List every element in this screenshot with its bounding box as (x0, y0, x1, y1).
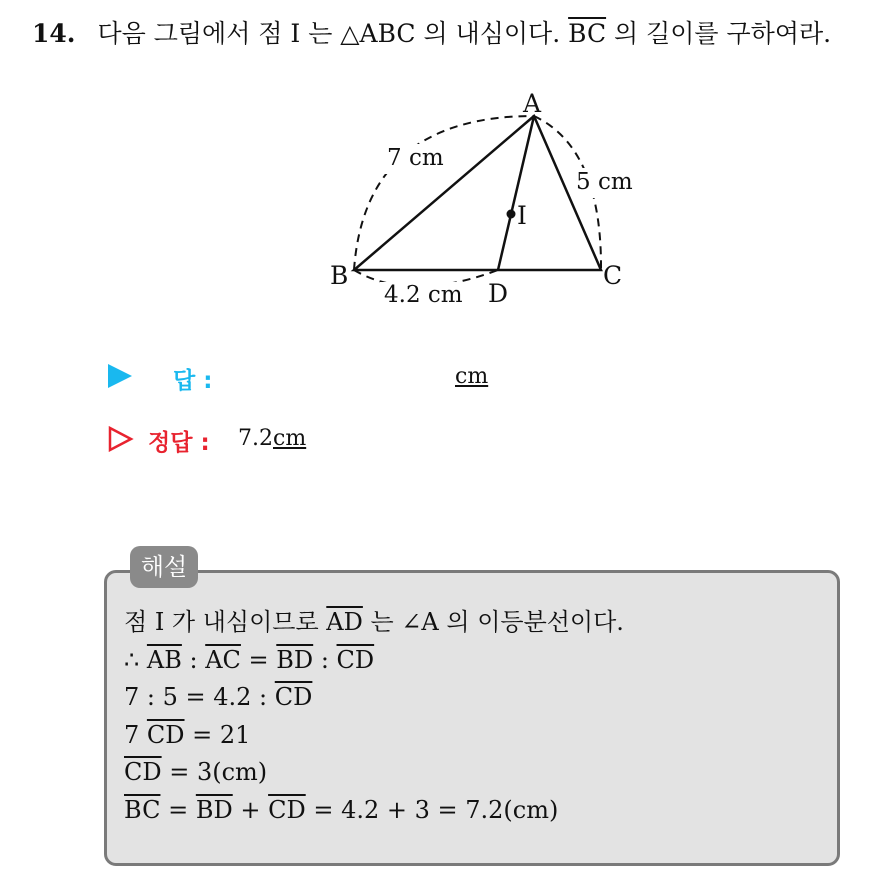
solution-segment: $\overline{AC}$ (205, 645, 241, 674)
solution-segment: $\overline{CD}$ (124, 758, 162, 786)
triangle-abc (354, 116, 601, 270)
solution-text: 7 (124, 720, 147, 749)
solution-text: 점 I 가 내심이므로 (124, 608, 327, 636)
solution-text: = 3(cm) (161, 758, 268, 786)
solution-text: 는 ∠A 의 이등분선이다. (362, 608, 624, 636)
solution-text: : (313, 645, 337, 674)
point-b-label: B (330, 261, 349, 290)
solution-line-2 (124, 642, 624, 680)
solution-segment: $\overline{CD}$ (274, 683, 313, 711)
length-bd-label: 4.2 cm (384, 282, 463, 308)
solution-segment: $\overline{CD}$ (268, 795, 306, 824)
correct-answer-row (108, 424, 508, 454)
solution-line-6 (124, 792, 624, 830)
solution-segment: $\overline{CD}$ (146, 720, 185, 749)
solution-text: = (240, 645, 277, 674)
point-c-label: C (603, 261, 623, 290)
solution-line-5 (124, 754, 624, 792)
solution-segment: $\overline{BC}$ (124, 795, 161, 824)
segment-ad (498, 116, 534, 270)
incenter-dot (507, 210, 516, 219)
outline-triangle-icon (108, 426, 134, 452)
solution-segment: $\overline{BD}$ (276, 645, 314, 674)
question-segment: $\overline{BC}$ (568, 19, 607, 48)
solution-line-3 (124, 679, 624, 717)
point-d-label: D (488, 279, 509, 308)
solution-lines (124, 604, 624, 829)
question-text: 다음 그림에서 점 I 는 △ABC 의 내심이다. (97, 19, 561, 48)
solution-tab: 해설 (130, 546, 198, 588)
solution-text: = 4.2 + 3 = 7.2(cm) (305, 795, 559, 824)
point-i-label: I (517, 201, 527, 230)
solution-segment: $\overline{AD}$ (326, 608, 363, 636)
answer-row (108, 362, 608, 392)
solution-text: = 21 (184, 720, 251, 749)
solution-line-4 (124, 717, 624, 755)
solution-text: + (232, 795, 269, 824)
play-triangle-icon (108, 364, 132, 388)
solution-segment: $\overline{CD}$ (336, 645, 375, 674)
solution-line-1 (124, 604, 624, 642)
solution-text: 7 : 5 = 4.2 : (124, 683, 275, 711)
solution-text: ∴ (124, 645, 147, 674)
triangle-figure (320, 88, 650, 318)
answer-label: 답 : (173, 368, 213, 394)
solution-segment: $\overline{AB}$ (146, 645, 182, 674)
question-number: 14. (32, 19, 76, 48)
point-a-label: A (523, 89, 542, 118)
question-text-end: 의 길이를 구하여라. (606, 19, 832, 48)
correct-answer-label: 정답 : (148, 430, 210, 456)
correct-unit: cm (273, 426, 307, 451)
triangle-diagram (320, 88, 650, 318)
answer-unit: cm (455, 364, 489, 389)
solution-text: : (181, 645, 206, 674)
correct-number: 7.2 (238, 426, 273, 451)
solution-text: = (160, 795, 196, 824)
question (32, 14, 831, 50)
length-ab-label: 7 cm (387, 145, 444, 171)
solution-segment: $\overline{BD}$ (195, 795, 233, 824)
length-ac-label: 5 cm (576, 169, 633, 195)
correct-answer-value (238, 426, 306, 451)
